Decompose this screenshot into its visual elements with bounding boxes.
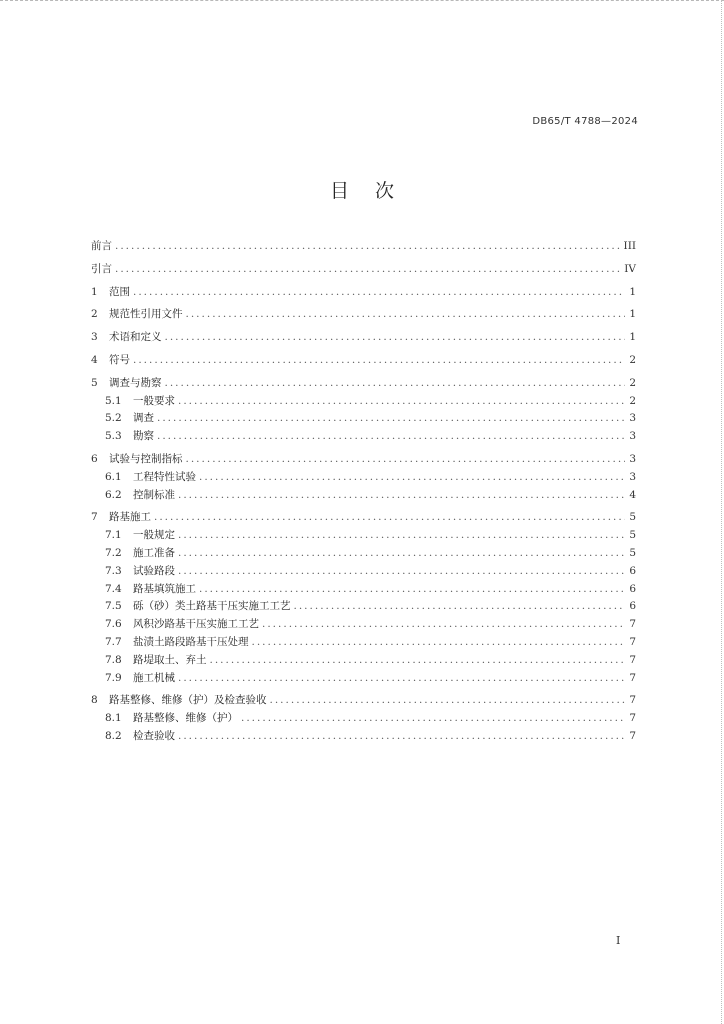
toc-entry-page: 7 <box>629 671 636 684</box>
toc-entry-number: 5.3 <box>105 430 122 443</box>
toc-dot-leader <box>165 329 626 347</box>
toc-dot-leader <box>115 261 621 279</box>
toc-entry-number: 5.1 <box>105 394 122 407</box>
toc-dot-leader <box>115 238 621 256</box>
toc-entry-page: 7 <box>629 618 636 631</box>
toc-entry-number: 7.2 <box>105 546 122 559</box>
toc-entry-label: 施工机械 <box>133 671 175 684</box>
toc-entry-label: 术语和定义 <box>109 331 162 344</box>
toc-entry[interactable] <box>91 469 636 487</box>
toc-dot-leader <box>157 410 625 428</box>
toc-entry[interactable] <box>91 451 636 469</box>
toc-dot-leader <box>178 527 625 545</box>
toc-entry-page: 3 <box>629 430 636 443</box>
toc-entry-page: 1 <box>629 331 636 344</box>
toc-dot-leader <box>262 616 625 634</box>
toc-entry-page: 2 <box>629 394 636 407</box>
toc-entry[interactable] <box>91 598 636 616</box>
toc-entry-page: 5 <box>629 546 636 559</box>
toc-entry-label: 试验路段 <box>133 564 175 577</box>
toc-entry-page: IV <box>624 262 636 275</box>
toc-dot-leader <box>294 598 626 616</box>
toc-entry-page: 1 <box>629 285 636 298</box>
toc-entry[interactable] <box>91 375 636 393</box>
toc-dot-leader <box>199 581 625 599</box>
toc-entry[interactable] <box>91 545 636 563</box>
toc-dot-leader <box>133 352 625 370</box>
toc-entry-number: 1 <box>91 285 98 298</box>
toc-entry-label: 路基填筑施工 <box>133 582 196 595</box>
toc-entry[interactable] <box>91 352 636 370</box>
toc-entry-number: 2 <box>91 308 98 321</box>
toc-entry-page: 6 <box>629 582 636 595</box>
toc-entry-label: 路堤取土、弃土 <box>133 653 207 666</box>
toc-entry-number: 6.1 <box>105 470 122 483</box>
toc-entry-page: 2 <box>629 353 636 366</box>
toc-entry-label: 工程特性试验 <box>133 470 196 483</box>
toc-entry-page: 7 <box>629 712 636 725</box>
toc-entry-label: 一般规定 <box>133 529 175 542</box>
toc-entry[interactable] <box>91 487 636 505</box>
toc-entry[interactable] <box>91 616 636 634</box>
toc-entry-label: 试验与控制指标 <box>109 452 183 465</box>
toc-entry-page: 3 <box>629 452 636 465</box>
toc-dot-leader <box>178 545 625 563</box>
document-number: DB65/T 4788—2024 <box>532 116 638 127</box>
toc-entry-number: 7.8 <box>105 653 122 666</box>
toc-dot-leader <box>210 652 626 670</box>
toc-entry-label: 一般要求 <box>133 394 175 407</box>
toc-entry[interactable] <box>91 329 636 347</box>
toc-entry-page: 5 <box>629 529 636 542</box>
toc-entry-number: 7.9 <box>105 671 122 684</box>
toc-entry-number: 6 <box>91 452 98 465</box>
toc-entry-label: 范围 <box>109 285 130 298</box>
toc-entry[interactable] <box>91 284 636 302</box>
toc-entry[interactable] <box>91 581 636 599</box>
toc-entry-page: 2 <box>629 376 636 389</box>
toc-entry[interactable] <box>91 393 636 411</box>
toc-entry-label: 符号 <box>109 353 130 366</box>
toc-entry-page: 5 <box>629 511 636 524</box>
toc-dot-leader <box>270 692 626 710</box>
scan-right-edge <box>718 0 722 1024</box>
toc-entry-page: III <box>623 240 636 252</box>
toc-entry-label: 盐渍土路段路基干压处理 <box>133 635 249 648</box>
toc-entry-number: 7 <box>91 511 98 524</box>
toc-dot-leader <box>165 375 626 393</box>
toc-entry-number: 6.2 <box>105 488 122 501</box>
toc-entry-number: 8.1 <box>105 712 122 725</box>
toc-entry[interactable] <box>91 652 636 670</box>
toc-entry-label: 调查与勘察 <box>109 376 162 389</box>
toc-dot-leader <box>178 487 625 505</box>
toc-entry-page: 6 <box>629 564 636 577</box>
toc-entry-label: 控制标准 <box>133 488 175 501</box>
toc-entry-page: 7 <box>629 635 636 648</box>
toc-entry[interactable] <box>91 261 636 279</box>
toc-entry[interactable] <box>91 410 636 428</box>
toc-entry[interactable] <box>91 634 636 652</box>
toc-entry-number: 7.4 <box>105 582 122 595</box>
toc-entry-label: 检查验收 <box>133 729 175 742</box>
toc-entry-page: 6 <box>629 600 636 613</box>
toc-entry-number: 3 <box>91 331 98 344</box>
toc-entry-label: 路基整修、维修（护）及检查验收 <box>109 694 267 707</box>
toc-entry-page: 3 <box>629 470 636 483</box>
toc-entry-number: 5 <box>91 376 98 389</box>
toc-entry[interactable] <box>91 509 636 527</box>
toc-entry-number: 7.7 <box>105 635 122 648</box>
scan-top-edge <box>0 0 724 5</box>
toc-entry-label: 引言 <box>91 262 112 275</box>
toc-title: 目次 <box>329 180 420 202</box>
toc-entry-label: 规范性引用文件 <box>109 308 183 321</box>
toc-entry[interactable] <box>91 306 636 324</box>
toc-dot-leader <box>186 451 626 469</box>
toc-entry-label: 砾（砂）类土路基干压实施工工艺 <box>133 600 291 613</box>
toc-dot-leader <box>178 393 625 411</box>
toc-entry-page: 7 <box>629 653 636 666</box>
toc-dot-leader <box>157 428 625 446</box>
toc-entry[interactable] <box>91 670 636 688</box>
page-number: I <box>616 934 621 947</box>
toc-entry[interactable] <box>91 692 636 710</box>
toc-entry-label: 路基整修、维修（护） <box>133 712 238 725</box>
toc-entry-label: 风积沙路基干压实施工工艺 <box>133 618 259 631</box>
toc-dot-leader <box>178 728 625 746</box>
toc-dot-leader <box>186 306 626 324</box>
toc-entry[interactable] <box>91 238 636 256</box>
toc-dot-leader <box>133 284 625 302</box>
toc-entry-label: 勘察 <box>133 430 154 443</box>
toc-entry-number: 4 <box>91 353 98 366</box>
toc-entry-number: 8.2 <box>105 729 122 742</box>
toc-entry-number: 8 <box>91 694 98 707</box>
toc-dot-leader <box>252 634 626 652</box>
toc-dot-leader <box>178 563 625 581</box>
toc-entry-label: 调查 <box>133 412 154 425</box>
toc-entry-label: 路基施工 <box>109 511 151 524</box>
toc-entry[interactable] <box>91 527 636 545</box>
toc-entry-page: 1 <box>629 308 636 321</box>
toc-dot-leader <box>199 469 625 487</box>
toc-entry[interactable] <box>91 710 636 728</box>
toc-dot-leader <box>178 670 625 688</box>
toc-entry-number: 7.6 <box>105 618 122 631</box>
toc-entry-number: 7.3 <box>105 564 122 577</box>
toc-entry-page: 3 <box>629 412 636 425</box>
toc-dot-leader <box>154 509 625 527</box>
toc-entry[interactable] <box>91 563 636 581</box>
toc-entry-page: 7 <box>629 729 636 742</box>
table-of-contents <box>91 238 636 746</box>
toc-entry-number: 5.2 <box>105 412 122 425</box>
toc-entry-label: 施工准备 <box>133 546 175 559</box>
toc-entry-number: 7.1 <box>105 529 122 542</box>
toc-entry[interactable] <box>91 728 636 746</box>
toc-entry-page: 7 <box>629 694 636 707</box>
toc-entry[interactable] <box>91 428 636 446</box>
toc-entry-page: 4 <box>629 488 636 501</box>
toc-dot-leader <box>241 710 625 728</box>
toc-entry-number: 7.5 <box>105 600 122 613</box>
toc-entry-label: 前言 <box>91 240 112 252</box>
